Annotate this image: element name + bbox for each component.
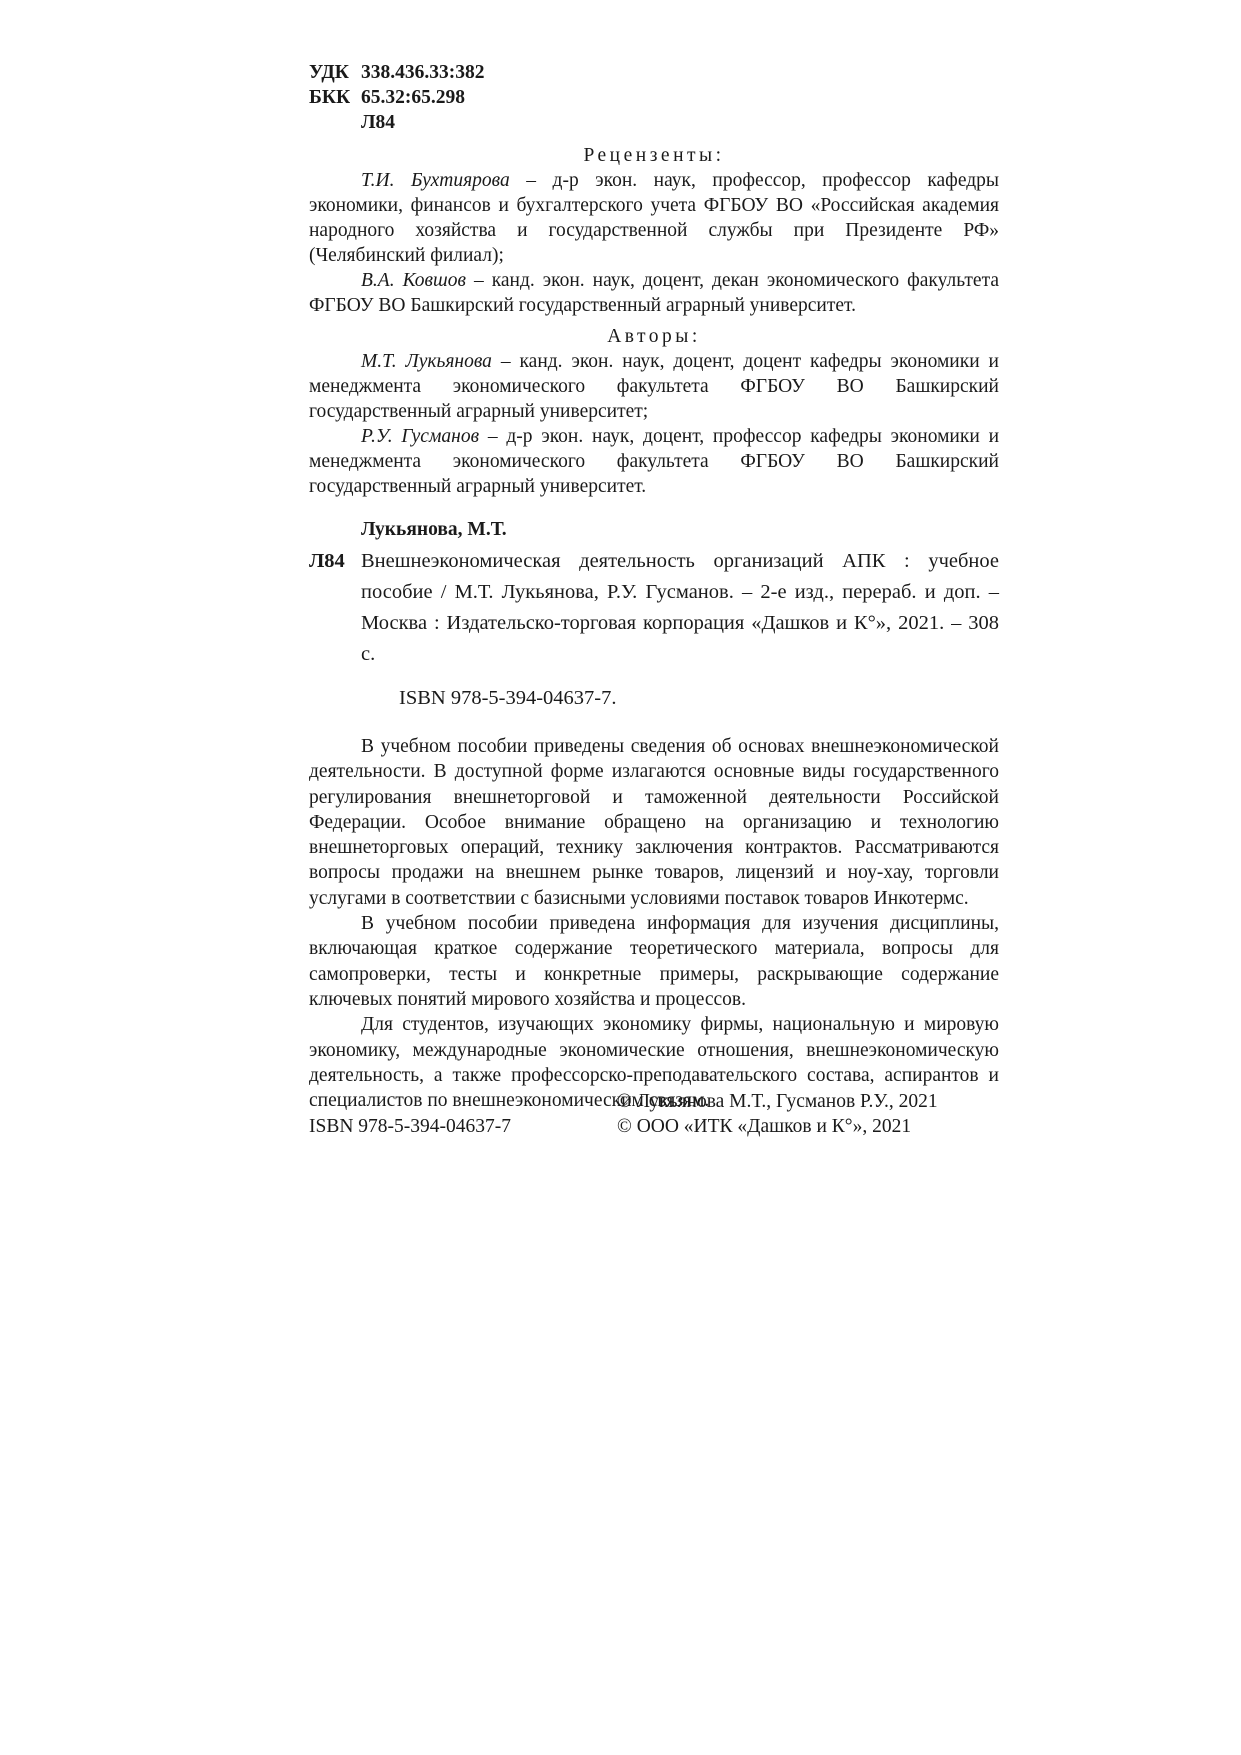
document-page [309,60,999,1113]
reviewers-heading: Рецензенты: [583,145,725,166]
biblio-entry [309,546,999,670]
classification-codes [309,60,999,135]
author-1 [309,349,999,424]
footer-isbn: ISBN 978-5-394-04637-7 [309,1116,512,1137]
reviewer-1 [309,168,999,268]
bbk-value: 65.32:65.298 [361,87,465,108]
biblio-code: Л84 [309,550,345,572]
udk-value: 338.436.33:382 [361,62,485,83]
bibliographic-record [309,516,999,712]
copyright-publisher: © ООО «ИТК «Дашков и К°», 2021 [617,1116,912,1137]
reviewer-2-name: В.А. Ковшов [361,270,466,291]
reviewer-2 [309,268,999,318]
annotation-paragraph-2: В учебном пособии приведена информация для изучения дисциплины, включающая краткое содержание теоретического материала, вопросы для самопроверки, тесты и конкретные примеры, раскрывающие содержание ключевых понятий мирового хозяйства и процессов. [309,913,999,1010]
biblio-isbn: ISBN 978-5-394-04637-7. [399,687,617,709]
annotation-paragraph-3: Для студентов, изучающих экономику фирмы, национальную и мировую экономику, международные экономические отношения, внешнеэкономическую деятельность, а также профессорско-преподавательского состава, аспирантов и специалистов по внешнеэкономическим связям. [309,1014,999,1112]
authors-heading: Авторы: [607,326,701,347]
copyright-block [309,1089,999,1139]
copyright-authors: © Лукьянова М.Т., Гусманов Р.У., 2021 [617,1091,938,1112]
author-mark: Л84 [361,112,396,133]
author-2 [309,424,999,499]
udk-label: УДК [309,62,349,83]
reviewer-2-text: – канд. экон. наук, доцент, декан экономического факультета ФГБОУ ВО Башкирский государственный аграрный университет. [309,270,999,316]
author-2-name: Р.У. Гусманов [361,426,480,447]
copyright-row [309,1114,999,1139]
reviewer-1-text: – д-р экон. наук, профессор, профессор кафедры экономики, финансов и бухгалтерского учета ФГБОУ ВО «Российская академия народного хозяйства и государственной службы при Президенте РФ» (Челябинский филиал); [309,170,999,266]
biblio-description: Внешнеэкономическая деятельность организаций АПК : учебное пособие / М.Т. Лукьянова, Р.У. Гусманов. – 2-е изд., перераб. и доп. – Москва : Издательско-торговая корпорация «Дашков и К°», 2021. – 308 с. [361,550,999,665]
udk-row [309,60,999,85]
author-1-text: – канд. экон. наук, доцент, доцент кафедры экономики и менеджмента экономического факультета ФГБОУ ВО Башкирский государственный аграрный университет; [309,351,999,422]
annotation-paragraph-1: В учебном пособии приведены сведения об основах внешнеэкономической деятельности. В доступной форме излагаются основные виды государственного регулирования внешнеторговой и таможенной деятельности Российской Федерации. Особое внимание обращено на организацию и технологию внешнеторговых операций, технику заключения контрактов. Рассматриваются вопросы продажи на внешнем рынке товаров, лицензий и ноу-хау, торговли услугами в соответствии с базисными условиями поставок товаров Инкотермс. [309,736,999,909]
biblio-author-heading: Лукьянова, М.Т. [361,519,507,540]
reviewer-1-name: Т.И. Бухтиярова [361,170,510,191]
bbk-label: БКК [309,87,351,108]
author-1-name: М.Т. Лукьянова [361,351,492,372]
bbk-row [309,85,999,110]
annotation [309,734,999,1113]
author-2-text: – д-р экон. наук, доцент, профессор кафедры экономики и менеджмента экономического факультета ФГБОУ ВО Башкирский государственный аграрный университет. [309,426,1000,497]
